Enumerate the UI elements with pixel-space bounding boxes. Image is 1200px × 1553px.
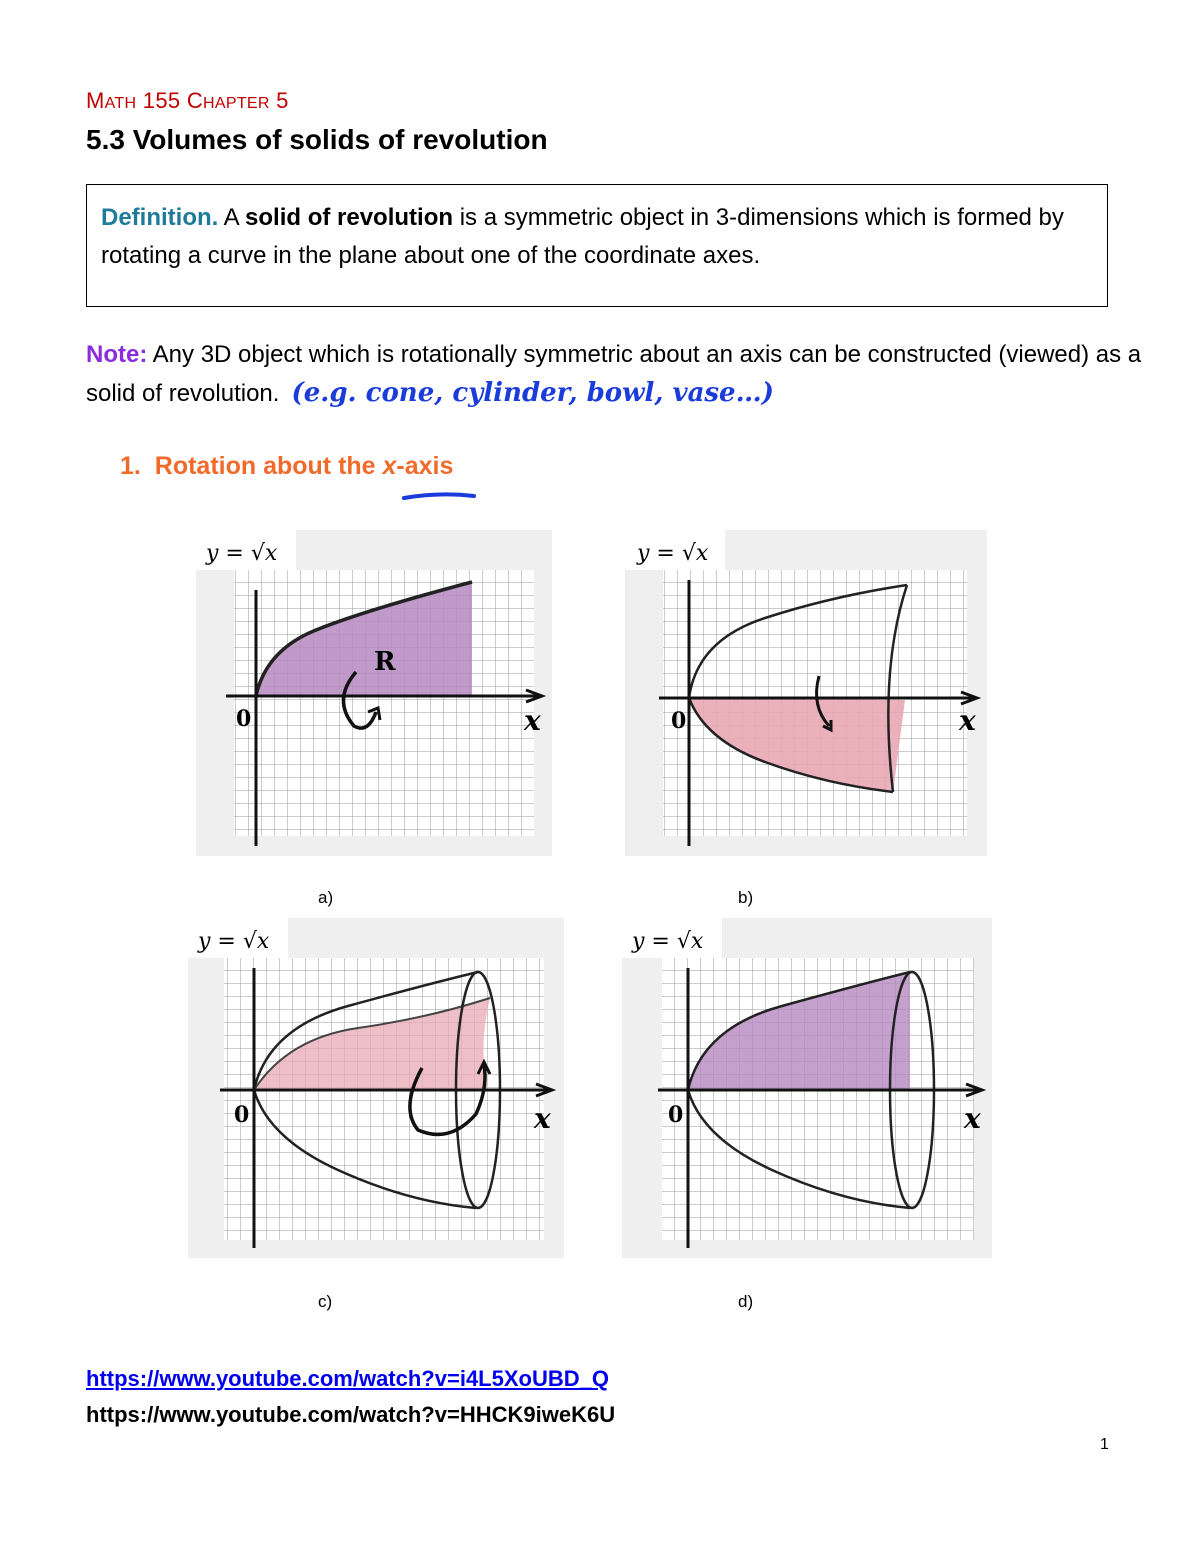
handwritten-examples: (e.g. cone, cylinder, bowl, vase…) — [291, 378, 774, 408]
origin-label: 0 — [671, 708, 687, 734]
region-label: R — [374, 647, 396, 677]
handwritten-underline — [400, 490, 480, 504]
origin-label: 0 — [234, 1102, 250, 1128]
page-title: 5.3 Volumes of solids of revolution — [86, 124, 548, 155]
page-number: 1 — [1100, 1436, 1109, 1453]
curve-label: y = √x — [637, 541, 709, 566]
youtube-link-2: https://www.youtube.com/watch?v=HHCK9iweK6U — [86, 1402, 616, 1427]
x-axis-label: x — [524, 704, 541, 737]
figure-a-label: a) — [318, 888, 334, 907]
section-heading: 1. Rotation about the x-axis — [120, 452, 454, 480]
definition-box: Definition. A solid of revolution is a symmetric object in 3-dimensions which is formed by rotating a curve in the plane about one of the coordinate axes. — [86, 184, 1108, 307]
figure-c — [188, 918, 564, 1258]
figure-a — [196, 530, 552, 856]
figure-b-label: b) — [738, 888, 754, 907]
origin-label: 0 — [236, 706, 252, 732]
figure-d-label: d) — [738, 1292, 754, 1311]
course-header: MATH 155 CHAPTER 5 — [86, 88, 289, 113]
note-paragraph: Note: Any 3D object which is rotationally symmetric about an axis can be constructed (viewed) as a solid of revolution. (e.g. cone, cylinder, bowl, vase…) — [86, 341, 1142, 408]
x-axis-label: x — [964, 1102, 981, 1135]
figure-b — [625, 530, 987, 856]
figure-d — [622, 918, 992, 1258]
curve-label: y = √x — [206, 541, 278, 566]
figure-c-label: c) — [318, 1292, 333, 1311]
x-axis-label: x — [534, 1102, 551, 1135]
note-label: Note: — [86, 341, 148, 368]
origin-label: 0 — [668, 1102, 684, 1128]
definition-term: solid of revolution — [245, 204, 454, 231]
x-axis-label: x — [959, 704, 976, 737]
definition-label: Definition. — [101, 204, 219, 231]
curve-label: y = √x — [632, 929, 704, 954]
youtube-link-1[interactable]: https://www.youtube.com/watch?v=i4L5XoUBD_Q — [86, 1366, 609, 1391]
curve-label: y = √x — [198, 929, 270, 954]
